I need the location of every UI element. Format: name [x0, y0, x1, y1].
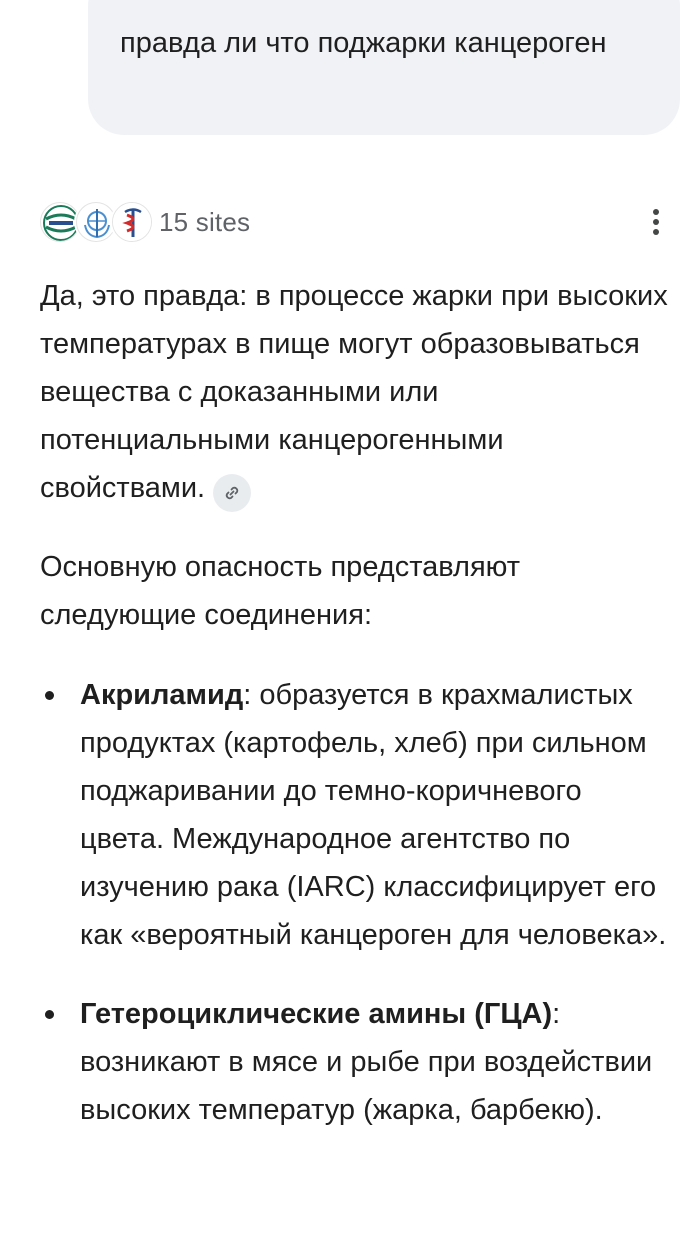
list-item-text: : образуется в крахмалистых продуктах (картофель, хлеб) при сильном поджаривании до темно-коричневого цвета. Международное агентство по изучению рака (IARC) классифицирует его как «вероятный канцероген для человека». [80, 679, 667, 951]
list-item [40, 671, 670, 959]
medical-caduceus-icon [112, 202, 152, 242]
more-options-button[interactable] [642, 204, 670, 240]
bullet-icon [45, 691, 54, 700]
user-message-bubble [88, 0, 680, 135]
sources-count[interactable]: 15 sites [159, 206, 251, 237]
source-link-chip[interactable] [213, 474, 251, 512]
more-vert-icon [652, 208, 660, 236]
user-message-text: правда ли что поджарки канцероген [120, 27, 607, 59]
list-item-term: Акриламид [80, 679, 244, 711]
list-item-term: Гетероциклические амины (ГЦА) [80, 998, 553, 1030]
globe-logo-icon [40, 202, 80, 242]
bullet-icon [45, 1010, 54, 1019]
source-favicons[interactable] [40, 200, 150, 244]
who-emblem-icon [76, 202, 116, 242]
answer-lead: Основную опасность представляют следующие соединения: [40, 551, 521, 631]
sources-row[interactable] [40, 200, 250, 244]
list-item-text: : возникают в мясе и рыбе при воздействии высоких температур (жарка, барбекю). [80, 998, 653, 1126]
answer-intro [40, 272, 670, 512]
ai-answer [40, 272, 670, 1165]
link-icon [222, 483, 242, 503]
answer-intro-text: Да, это правда: в процессе жарки при высоких температурах в пище могут образовываться вещества с доказанными или потенциальными канцерогенными свойствами. [40, 280, 668, 504]
findings-list [40, 671, 670, 1134]
list-item [40, 990, 670, 1134]
